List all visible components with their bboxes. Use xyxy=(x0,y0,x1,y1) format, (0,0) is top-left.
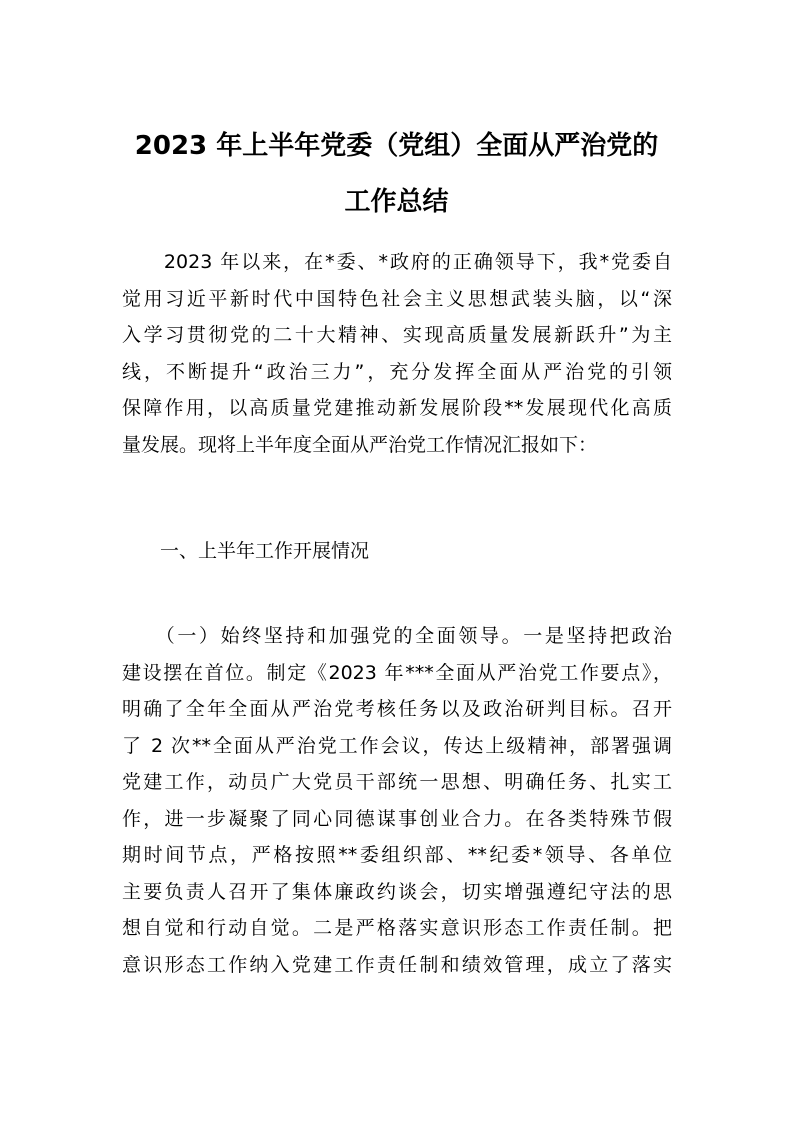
section-line: 作，进一步凝聚了同心同德谋事创业合力。在各类特殊节假 xyxy=(122,807,672,830)
intro-paragraph xyxy=(122,244,672,463)
section-paragraph xyxy=(122,618,672,983)
section-line: 明确了全年全面从严治党考核任务以及政治研判目标。召开 xyxy=(122,698,672,720)
section-line: （一）始终坚持和加强党的全面领导。一是坚持把政治 xyxy=(122,625,672,647)
section-line: 期时间节点，严格按照**委组织部、**纪委*领导、各单位 xyxy=(122,844,672,866)
document-title xyxy=(100,118,693,230)
section-line: 建设摆在首位。制定《2023 年***全面从严治党工作要点》， xyxy=(122,661,672,684)
intro-line: 线，不断提升“政治三力”，充分发挥全面从严治党的引领 xyxy=(122,360,672,383)
title-line-2: 工作总结 xyxy=(344,187,449,217)
section-line: 想自觉和行动自觉。二是严格落实意识形态工作责任制。把 xyxy=(122,917,672,939)
section-line: 主要负责人召开了集体廉政约谈会，切实增强遵纪守法的思 xyxy=(122,880,672,903)
title-line-1: 2023 年上半年党委（党组）全面从严治党的 xyxy=(134,131,659,161)
section-line: 意识形态工作纳入党建工作责任制和绩效管理，成立了落实 xyxy=(122,953,672,976)
section-line: 党建工作，动员广大党员干部统一思想、明确任务、扎实工 xyxy=(122,771,672,793)
intro-line: 入学习贯彻党的二十大精神、实现高质量发展新跃升”为主 xyxy=(122,324,672,346)
intro-line: 量发展。现将上半年度全面从严治党工作情况汇报如下： xyxy=(122,433,598,456)
intro-line: 2023 年以来，在*委、*政府的正确领导下，我*党委自 xyxy=(122,251,672,273)
intro-line: 觉用习近平新时代中国特色社会主义思想武装头脑，以“深 xyxy=(122,287,672,310)
section-heading-text: 一、上半年工作开展情况 xyxy=(122,540,370,562)
section-line: 了 2 次**全面从严治党工作会议，传达上级精神，部署强调 xyxy=(122,734,672,757)
section-heading xyxy=(122,533,672,570)
intro-line: 保障作用，以高质量党建推动新发展阶段**发展现代化高质 xyxy=(122,397,672,419)
